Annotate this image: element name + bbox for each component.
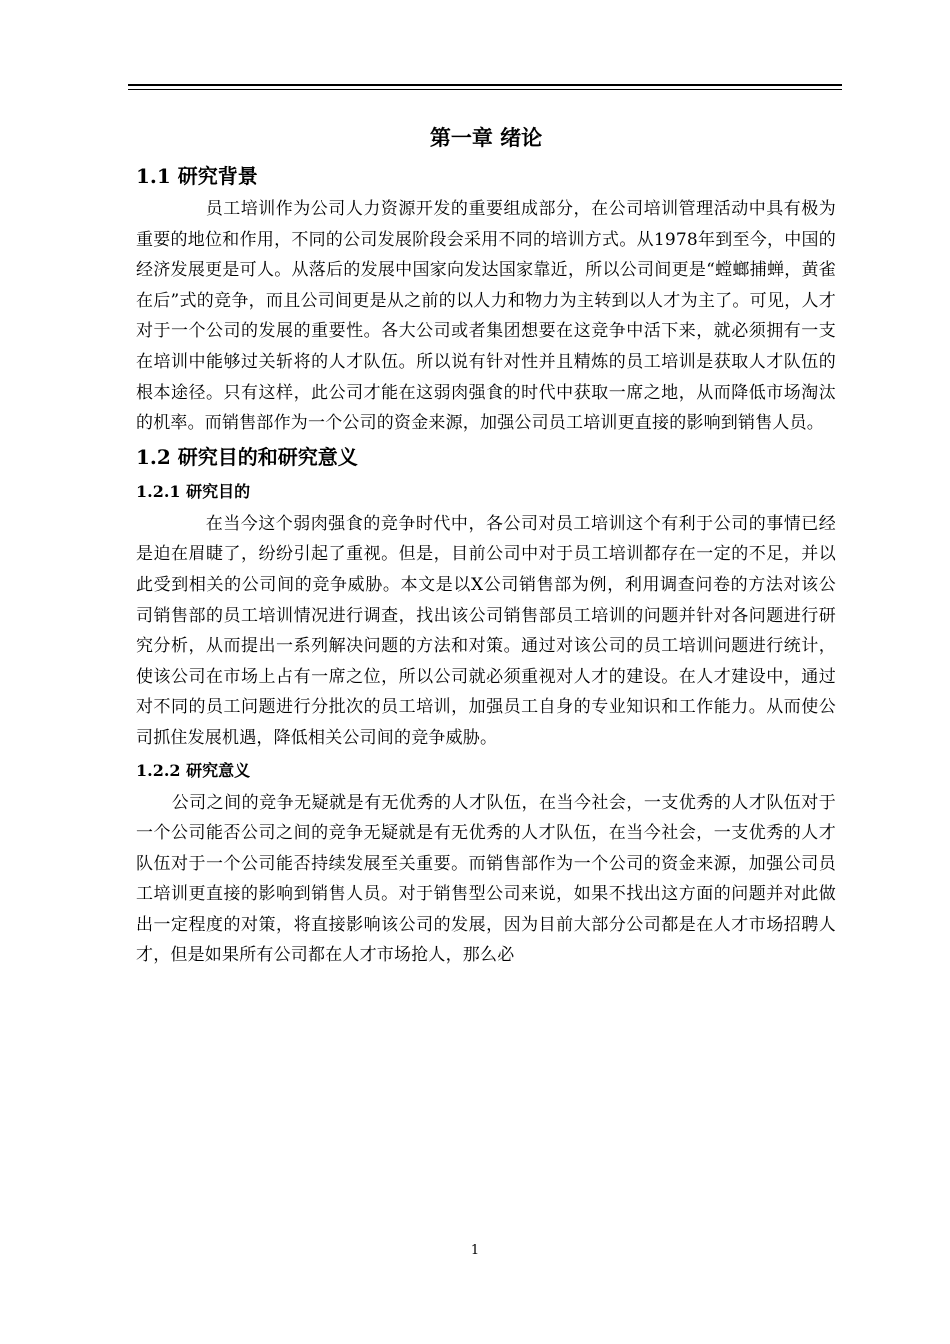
- section-heading-1-2: 1.2 研究目的和研究意义: [136, 444, 358, 469]
- section-paragraph-1-1: 员工培训作为公司人力资源开发的重要组成部分，在公司培训管理活动中具有极为重要的地位和作用，不同的公司发展阶段会采用不同的培训方式。从1978年到至今，中国的经济发展更是可人。从落后的发展中国家向发达国家靠近，所以公司间更是“螳螂捕蝉，黄雀在后”式的竞争，而且公司间更是从之前的以人力和物力为主转到以人才为主了。可见，人才对于一个公司的发展的重要性。各大公司或者集团想要在这竞争中活下来，就必须拥有一支在培训中能够过关斩将的人才队伍。所以说有针对性并且精炼的员工培训是获取人才队伍的根本途径。只有这样，此公司才能在这弱肉强食的时代中获取一席之地，从而降低市场淘汰的机率。而销售部作为一个公司的资金来源，加强公司员工培训更直接的影响到销售人员。: [136, 199, 836, 434]
- chapter-title: 第一章 绪论: [429, 125, 543, 150]
- page-content: [136, 118, 836, 971]
- section-heading-1-2-2: 1.2.2 研究意义: [136, 760, 251, 780]
- page-number: 1: [470, 1243, 480, 1258]
- header-rule-bottom: [128, 89, 842, 90]
- section-paragraph-1-2-1: 在当今这个弱肉强食的竞争时代中，各公司对员工培训这个有利于公司的事情已经是迫在眉睫了，纷纷引起了重视。但是，目前公司中对于员工培训都存在一定的不足，并以此受到相关的公司间的竞争威胁。本文是以X公司销售部为例，利用调查问卷的方法对该公司销售部的员工培训情况进行调查，找出该公司销售部员工培训的问题并针对各问题进行研究分析，从而提出一系列解决问题的方法和对策。通过对该公司的员工培训问题进行统计，使该公司在市场上占有一席之位，所以公司就必须重视对人才的建设。在人才建设中，通过对不同的员工问题进行分批次的员工培训，加强员工自身的专业知识和工作能力。从而使公司抓住发展机遇，降低相关公司间的竞争威胁。: [136, 513, 836, 748]
- section-heading-1-1: 1.1 研究背景: [136, 164, 258, 188]
- section-paragraph-1-2-2: 公司之间的竞争无疑就是有无优秀的人才队伍，在当今社会，一支优秀的人才队伍对于一个公司能否公司之间的竞争无疑就是有无优秀的人才队伍，在当今社会，一支优秀的人才队伍对于一个公司能否持续发展至关重要。而销售部作为一个公司的资金来源，加强公司员工培训更直接的影响到销售人员。对于销售型公司来说，如果不找出这方面的问题并对此做出一定程度的对策，将直接影响该公司的发展，因为目前大部分公司都是在人才市场招聘人才，但是如果所有公司都在人才市场抢人，那么必: [136, 792, 836, 966]
- header-rule-top: [128, 84, 842, 86]
- section-heading-1-2-1: 1.2.1 研究目的: [136, 481, 251, 501]
